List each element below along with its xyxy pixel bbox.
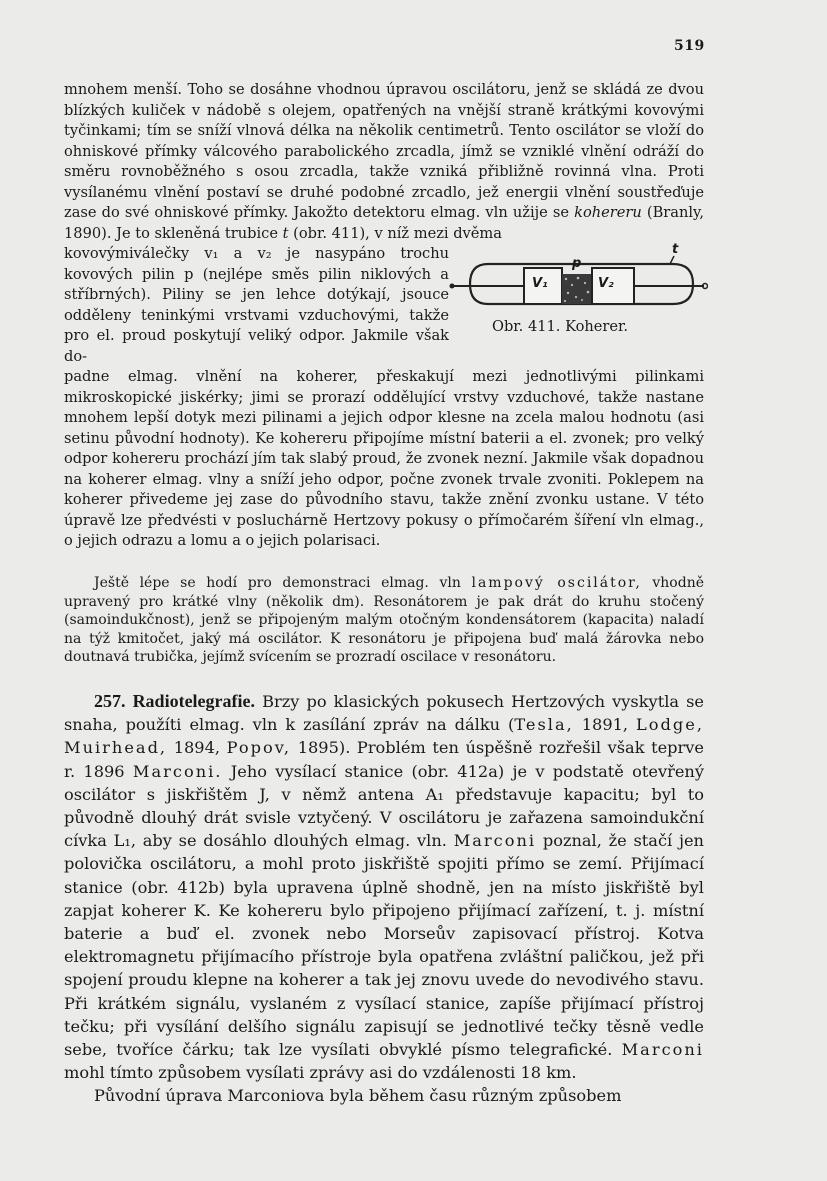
section-number: 257. bbox=[94, 691, 126, 711]
section-title: Radiotelegrafie. bbox=[132, 691, 256, 711]
text-intro bbox=[64, 80, 704, 244]
name-marconi-3: Marconi bbox=[621, 1040, 704, 1060]
lamp-oscillator-text bbox=[64, 574, 704, 667]
tube-leader bbox=[670, 256, 674, 264]
section-text-d: 1895). Problém ten úspěšně rozřešil však teprve r. 1896 bbox=[64, 738, 704, 781]
label-v2: V₂ bbox=[598, 276, 614, 291]
branly-text: (Branly, 1890). Je to skleněná trubice bbox=[64, 204, 704, 242]
text-wrapped-beside-figure bbox=[64, 244, 449, 367]
page-number: 519 bbox=[674, 38, 705, 54]
figure-caption: Obr. 411. Koherer. bbox=[492, 318, 629, 335]
intro-text: mnohem menší. Toho se dosáhne vhodnou úpravou oscilátoru, jenž se skládá ze dvou blízkých kuliček v nádobě s olejem, opatřených na vnější straně krátkými kovovými tyčinkami; tím se sníží vlnová délka na několik centimetrů. Tento oscilátor se vloží do ohniskové přímky válcového parabolického zrcadla, jímž se vzniklé vlnění odráží do směru rovnoběžného s osou zrcadla, takže vzniká přibližně rovinná vlna. Proti vysílanému vlnění postaví se druhé podobné zrcadlo, jež energii vlnění soustřeďuje zase do své ohniskové přímky. Jakožto detektoru elmag. vln užije se bbox=[64, 81, 704, 221]
label-p: p bbox=[572, 256, 582, 271]
section-text-g: mohl tímto způsobem vysílati zprávy asi do vzdálenosti 18 km. bbox=[64, 1063, 577, 1083]
section-paragraph-1 bbox=[64, 690, 704, 1084]
label-v1: V₁ bbox=[532, 276, 548, 291]
section-text-e: Jeho vysílací stanice (obr. 412a) je v podstatě otevřený oscilátor s jiskřištěm J, v němž antena A₁ představuje kapacitu; byl to původně dlouhý drát svisle vztyčený. V oscilátoru je zařazena samoindukční cívka L₁, aby se dosáhlo dlouhých elmag. vln. bbox=[64, 761, 704, 851]
section-text-a: Brzy po klasických pokusech Hertzových vyskytla se snaha, použíti elmag. vln k zasílání zpráv na dálku ( bbox=[64, 692, 704, 735]
section-paragraph-2: Původní úprava Marconiova byla během času různým způsobem bbox=[94, 1086, 622, 1106]
var-t: t bbox=[282, 224, 289, 242]
rest-text: padne elmag. vlnění na koherer, přeskakují mezi jednotlivými pilinkami mikroskopické jiskérky; jimi se prorazí oddělující vrstvy vzduchové, takže nastane mnohem lepší dotyk mezi pilinami a jejich odpor klesne na zcela malou hodnotu (asi setinu původní hodnoty). Ke kohereru připojíme místní baterii a el. zvonek; pro velký odpor kohereru prochází jím tak slabý proud, že zvonek nezní. Jakmile však dopadnou na koherer elmag. vlny a sníží jeho odpor, počne zvonek trvale zvoniti. Poklepem na koherer přivedeme jej zase do původního stavu, takže znění zvonku ustane. V této úpravě lze předvésti v posluchárně Hertzovy pokusy o přímočarém šíření vln elmag., o jejich odrazu a lomu a o jejich polarisaci. bbox=[64, 368, 704, 549]
paragraph-lamp-oscillator bbox=[64, 574, 704, 667]
name-tesla: Tesla, bbox=[514, 715, 574, 735]
lamp-text-1: Ještě lépe se hodí pro demonstraci elmag. vln bbox=[94, 575, 461, 591]
obr-ref: (obr. 411), v níž mezi dvěma bbox=[293, 224, 502, 242]
lamp-text-2: vhodně upravený pro krátké vlny (několik dm). Resonátorem je pak drát do kruhu stočený (samoindukčnost), jenž se připojeným malým otočným kondensátorem (kapacita) naladí na týž kmitočet, jaký má oscilátor. K resonátoru je připojena buď malá žárovka nebo doutnavá trubička, jejímž svícením se prozradí oscilace v resonátoru. bbox=[64, 575, 704, 665]
terminal-left bbox=[450, 284, 455, 289]
name-marconi-1: Marconi. bbox=[132, 761, 223, 781]
section-text-b: 1891, bbox=[581, 715, 629, 735]
wrap-text: kovovýmiválečky v₁ a v₂ je nasypáno trochu kovových pilin p (nejlépe směs pilin niklových a stříbrných). Piliny se jen lehce dotýkají, jsouce odděleny teninkými vrstvami vzduchovými, takže pro el. proud poskytují veliký odpor. Jakmile však do- bbox=[64, 245, 449, 365]
term-kohereru: kohereru bbox=[574, 204, 642, 221]
section-radiotelegrafie bbox=[64, 690, 704, 1108]
name-marconi-2: Marconi bbox=[453, 831, 537, 851]
label-t: t bbox=[672, 242, 679, 257]
section-text-c: 1894, bbox=[173, 738, 221, 758]
terminal-right bbox=[703, 284, 708, 289]
term-lampovy: lampový oscilátor, bbox=[471, 575, 642, 591]
name-lodge-muirhead: Lodge, Muirhead, bbox=[64, 715, 704, 758]
section-text-f: poznal, že stačí jen polovička oscilátoru, a mohl proto jiskřiště spojiti přímo se zemí. Přijímací stanice (obr. 412b) byla upravena úplně shodně, jen na místo jiskřiště byl zapjat koherer K. Ke kohereru bylo připojeno přijímací zařízení, t. j. místní baterie a buď el. zvonek nebo Morseův zapisovací přístroj. Kotva elektromagnetu přijímacího přístroje byla opatřena zvláštní paličkou, jež při spojení proudu klepne na koherer a tak jej znovu uvede do nevodivého stavu. Při krátkém signálu, vyslaném z vysílací stanice, zapíše přijímací přístroj tečku; při vysílání delšího signálu zapisují se jednotlivé tečky těsně vedle sebe, tvoříce čárku; tak lze vysílati obvyklé písmo telegrafické. bbox=[64, 831, 704, 1060]
name-popov: Popov, bbox=[226, 738, 292, 758]
